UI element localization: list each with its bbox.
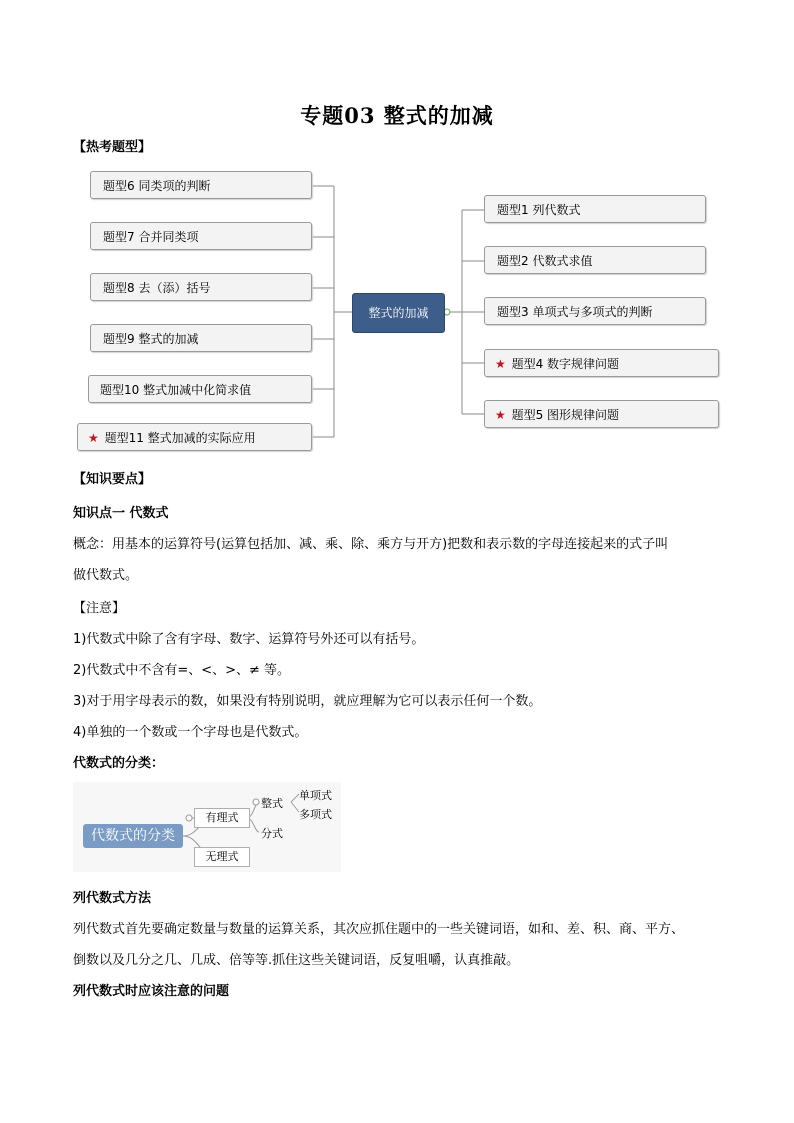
classification-title: 代数式的分类： [73,756,165,771]
polynomial-node: 多项式 [299,808,332,821]
mindmap-left-item[interactable]: 题型9 整式的加减 [90,324,312,352]
mindmap-left-item[interactable]: ★ 题型11 整式加减的实际应用 [77,423,312,451]
classification-root: 代数式的分类 [83,824,183,848]
star-icon: ★ [88,431,99,445]
mindmap-right-item[interactable]: 题型2 代数式求值 [484,246,706,274]
mindmap-right-item[interactable]: 题型1 列代数式 [484,195,706,223]
concept-line: 做代数式。 [73,568,139,583]
concept-line: 概念：用基本的运算符号(运算包括加、减、乘、除、乘方与开方)把数和表示数的字母连接起来的式子叫 [73,537,669,552]
mindmap-right-item[interactable]: 题型3 单项式与多项式的判断 [484,297,706,325]
mindmap-left-item[interactable]: 题型6 同类项的判断 [90,171,312,199]
method-line: 倒数以及几分之几、几成、倍等等.抓住这些关键词语，反复咀嚼，认真推敲。 [73,953,520,968]
method-title: 列代数式方法 [73,891,152,906]
mindmap-left-item[interactable]: 题型8 去（添）括号 [90,273,312,301]
monomial-node: 单项式 [299,789,332,802]
page-title: 专题03 整式的加减 [300,103,494,128]
star-icon: ★ [495,408,506,422]
rational-node: 有理式 [194,808,250,828]
mindmap-left-item[interactable]: 题型7 合并同类项 [90,222,312,250]
classification-diagram [73,782,341,872]
mindmap-center-node[interactable]: 整式的加减 [352,293,445,333]
attention-title: 列代数式时应该注意的问题 [73,984,230,999]
note-heading: 【注意】 [73,601,126,616]
mindmap-right-item[interactable]: ★ 题型4 数字规律问题 [484,349,719,377]
mindmap-left-item[interactable]: 题型10 整式加减中化简求值 [88,375,312,403]
irrational-node: 无理式 [194,847,250,867]
star-icon: ★ [495,357,506,371]
note-item: 1)代数式中除了含有字母、数字、运算符号外还可以有括号。 [73,632,425,647]
note-item: 2)代数式中不含有=、<、>、≠ 等。 [73,663,291,678]
collapse-node-icon [186,815,192,821]
hot-topics-heading: 【热考题型】 [73,140,152,155]
method-line: 列代数式首先要确定数量与数量的运算关系，其次应抓住题中的一些关键词语，如和、差、积、商、平方、 [73,922,685,937]
collapse-node-icon [253,799,259,805]
note-item: 4)单独的一个数或一个字母也是代数式。 [73,725,308,740]
integral-node: 整式 [261,797,283,810]
fractional-node: 分式 [261,827,283,840]
note-item: 3)对于用字母表示的数，如果没有特别说明，就应理解为它可以表示任何一个数。 [73,694,542,709]
knowledge-point-title: 知识点一 代数式 [73,506,169,521]
knowledge-heading: 【知识要点】 [73,472,152,487]
mindmap-right-item[interactable]: ★ 题型5 图形规律问题 [484,400,719,428]
